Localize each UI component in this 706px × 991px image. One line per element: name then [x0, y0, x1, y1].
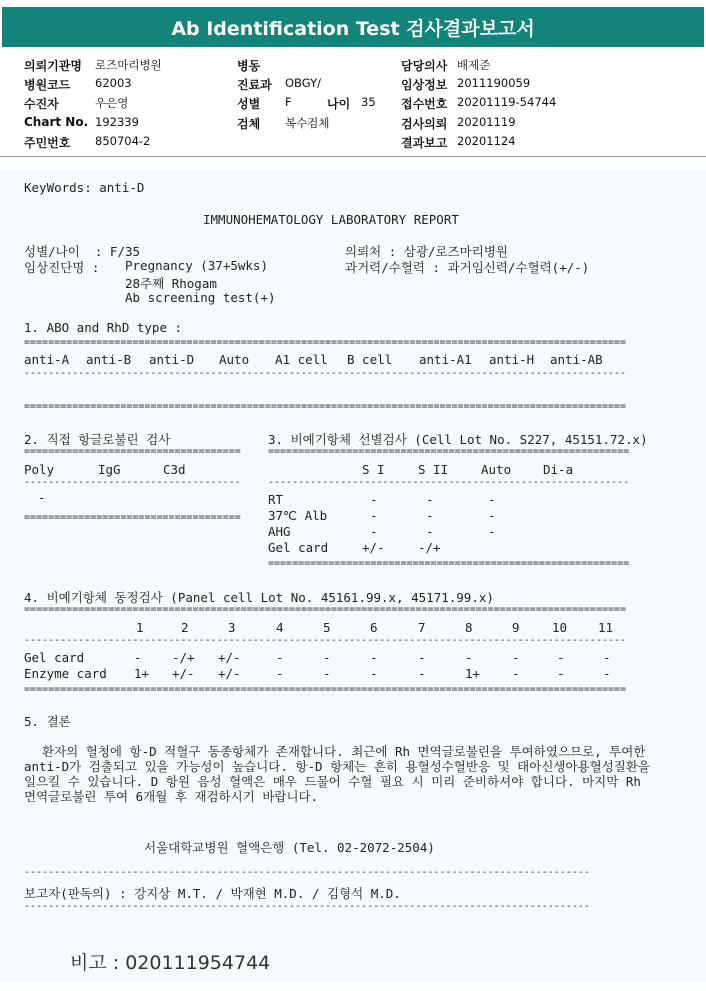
separator-double: ====================================================================================================	[24, 685, 627, 695]
blood-bank-line: 서울대학교병원 혈액은행 (Tel. 02-2072-2504)	[144, 840, 435, 855]
receipt-no-label: 접수번호	[401, 97, 448, 111]
sec4-header: 8	[465, 620, 473, 635]
patient-name-label: 수진자	[24, 97, 59, 111]
sec1-header-anti-d: anti-D	[149, 352, 195, 367]
hospital-code-value: 62003	[95, 76, 132, 90]
sec4-cell: -	[370, 666, 378, 681]
department-label: 진료과	[237, 78, 272, 92]
referring-institution-label: 의뢰기관명	[24, 59, 82, 73]
sec4-header: 7	[418, 620, 426, 635]
sex-value: F	[285, 95, 292, 109]
hospital-code-label: 병원코드	[24, 78, 71, 92]
report-title: Ab Identification Test 검사결과보고서	[2, 7, 704, 47]
separator-single: ----------------------------------------------------------------------------------------------	[24, 902, 590, 912]
sec3-header-auto: Auto	[481, 462, 512, 477]
sec3-cell: -	[370, 524, 378, 539]
sec4-cell: -	[276, 666, 284, 681]
sec3-cell: -	[370, 508, 378, 523]
separator-double: ====================================	[24, 513, 241, 523]
sec4-cell: -	[557, 650, 565, 665]
resident-no-value: 850704-2	[95, 134, 151, 148]
sec4-header: 10	[552, 620, 568, 635]
separator-double: ============================================================	[268, 447, 630, 457]
diagnosis-line-3: Ab screening test(+)	[125, 290, 276, 305]
sec3-cell: -	[370, 492, 378, 507]
sec3-cell: -	[488, 524, 496, 539]
requester-line: 의뢰처 : 삼광/로즈마리병원	[345, 244, 508, 259]
sec4-header: 2	[181, 620, 189, 635]
sec4-cell: -	[323, 666, 331, 681]
sec3-title: 3. 비예기항체 선별검사 (Cell Lot No. S227, 45151.72.x)	[268, 432, 648, 447]
report-date-value: 20201124	[457, 134, 516, 148]
sec4-header: 1	[136, 620, 144, 635]
sec4-header: 4	[276, 620, 284, 635]
sec4-header: 9	[512, 620, 520, 635]
history-line: 과거력/수혈력 : 과거임신력/수혈력(+/-)	[345, 260, 590, 275]
sec4-cell: 1+	[465, 666, 481, 681]
sec1-header-anti-a1: anti-A1	[419, 352, 472, 367]
specimen-value: 복수검체	[285, 116, 330, 130]
patient-header	[0, 48, 706, 157]
diagnosis-line-1: Pregnancy (37+5wks)	[125, 258, 268, 273]
patient-name-value: 우은영	[95, 96, 129, 110]
keywords: KeyWords: anti-D	[24, 180, 145, 195]
sec4-header: 6	[370, 620, 378, 635]
chart-no-value: 192339	[95, 115, 139, 129]
age-label: 나이	[327, 97, 351, 111]
department-value: OBGY/	[285, 76, 321, 90]
sec4-cell: -	[512, 666, 520, 681]
report-heading: IMMUNOHEMATOLOGY LABORATORY REPORT	[203, 212, 459, 227]
sec4-cell: -	[134, 650, 142, 665]
separator-single: ------------------------------------------------------------	[268, 478, 630, 488]
sec3-cell: +/-	[362, 540, 385, 555]
specimen-label: 검체	[237, 117, 261, 131]
sec1-header-a1-cell: A1 cell	[275, 352, 328, 367]
clinical-info-label: 임상정보	[401, 78, 448, 92]
sec1-header-b-cell: B cell	[347, 352, 393, 367]
clinical-info-value: 2011190059	[457, 76, 531, 90]
sec3-header-s1: S I	[362, 462, 385, 477]
sec3-row-label: 37℃ Alb	[268, 508, 328, 523]
sec4-cell: -/+	[172, 650, 195, 665]
sec3-cell: -	[488, 492, 496, 507]
sec3-header-di-a: Di-a	[543, 462, 574, 477]
sec1-header-anti-b: anti-B	[86, 352, 132, 367]
sec4-row-label: Enzyme card	[24, 666, 107, 681]
separator-double: ====================================================================================================	[24, 338, 627, 348]
sec4-cell: -	[418, 666, 426, 681]
sec3-cell: -	[426, 492, 434, 507]
sex-label: 성별	[237, 97, 261, 111]
sec3-header-s2: S II	[418, 462, 449, 477]
receipt-no-value: 20201119-54744	[457, 95, 557, 109]
reporter-line: 보고자(판독의) : 강지상 M.T. / 박재현 M.D. / 김형석 M.D.	[24, 886, 401, 901]
sec2-header-poly: Poly	[24, 462, 55, 477]
sec1-header-anti-h: anti-H	[489, 352, 535, 367]
request-date-value: 20201119	[457, 115, 516, 129]
sec3-cell: -	[426, 524, 434, 539]
sec1-header-anti-a: anti-A	[24, 352, 70, 367]
request-date-label: 검사의뢰	[401, 117, 448, 131]
sec4-cell: +/-	[172, 666, 195, 681]
sec3-cell: -/+	[418, 540, 441, 555]
sec3-row-label: RT	[268, 492, 284, 507]
sec4-header: 5	[323, 620, 331, 635]
sec3-row-label: AHG	[268, 524, 291, 539]
sec4-cell: +/-	[218, 666, 241, 681]
diagnosis-line-2: 28주째 Rhogam	[125, 276, 217, 291]
sec2-header-igg: IgG	[98, 462, 121, 477]
resident-no-label: 주민번호	[24, 136, 71, 150]
separator-single: ------------------------------------	[24, 478, 241, 488]
chart-no-label: Chart No.	[24, 115, 89, 129]
sec4-cell: 1+	[134, 666, 150, 681]
sec4-header: 11	[598, 620, 614, 635]
sec2-title: 2. 직접 항글로불린 검사	[24, 432, 171, 447]
doctor-value: 배제준	[457, 58, 491, 72]
sec4-title: 4. 비예기항체 동정검사 (Panel cell Lot No. 45161.99.x, 45171.99.x)	[24, 590, 494, 605]
report-body	[0, 170, 706, 982]
separator-single: ----------------------------------------------------------------------------------------------	[24, 868, 590, 878]
sec1-header-auto: Auto	[219, 352, 250, 367]
separator-double: ============================================================	[268, 559, 630, 569]
separator-single: ----------------------------------------------------------------------------------------------------	[24, 369, 627, 379]
separator-single: ----------------------------------------------------------------------------------------------------	[24, 636, 627, 646]
sec4-cell: +/-	[218, 650, 241, 665]
sec4-row-label: Gel card	[24, 650, 85, 665]
separator-double: ====================================================================================================	[24, 402, 627, 412]
doctor-label: 담당의사	[401, 59, 448, 73]
sec4-cell: -	[276, 650, 284, 665]
sec4-cell: -	[323, 650, 331, 665]
sec4-cell: -	[465, 650, 473, 665]
sec4-cell: -	[603, 650, 611, 665]
ward-label: 병동	[237, 59, 261, 73]
conclusion-text: 환자의 혈청에 항-D 적혈구 동종항체가 존재합니다. 최근에 Rh 면역글로불린을 투여하였으므로, 투여한 anti-D가 검출되고 있을 가능성이 높습니다. 항-D 항체는 흔히 용혈성수혈반응 및 태아신생아용혈성질환을 일으킬 수 있습니다. D 항원 음성 혈액은 매우 드물어 수혈 필요 시 미리 준비하셔야 합니다. 마지막 Rh 면역글로불린 투여 6개월 후 재검하시기 바랍니다.	[24, 744, 650, 804]
referring-institution-value: 로즈마리병원	[95, 58, 162, 72]
sec3-cell: -	[426, 508, 434, 523]
sec4-cell: -	[557, 666, 565, 681]
separator-double: ====================================	[24, 447, 241, 457]
age-value: 35	[361, 95, 376, 109]
sec1-header-anti-ab: anti-AB	[550, 352, 603, 367]
sec3-row-label: Gel card	[268, 540, 329, 555]
sec4-cell: -	[512, 650, 520, 665]
separator-double: ====================================================================================================	[24, 605, 627, 615]
sex-age-line: 성별/나이 : F/35	[24, 244, 141, 259]
sec4-header: 3	[228, 620, 236, 635]
sec2-header-c3d: C3d	[163, 462, 186, 477]
sec2-value: -	[38, 490, 46, 505]
sec1-title: 1. ABO and RhD type :	[24, 320, 183, 335]
sec5-title: 5. 결론	[24, 714, 71, 729]
report-date-label: 결과보고	[401, 136, 448, 150]
diagnosis-label: 임상진단명 :	[24, 260, 100, 275]
remarks: 비고 : 020111954744	[70, 952, 271, 974]
sec3-cell: -	[488, 508, 496, 523]
sec4-cell: -	[603, 666, 611, 681]
sec4-cell: -	[418, 650, 426, 665]
sec4-cell: -	[370, 650, 378, 665]
